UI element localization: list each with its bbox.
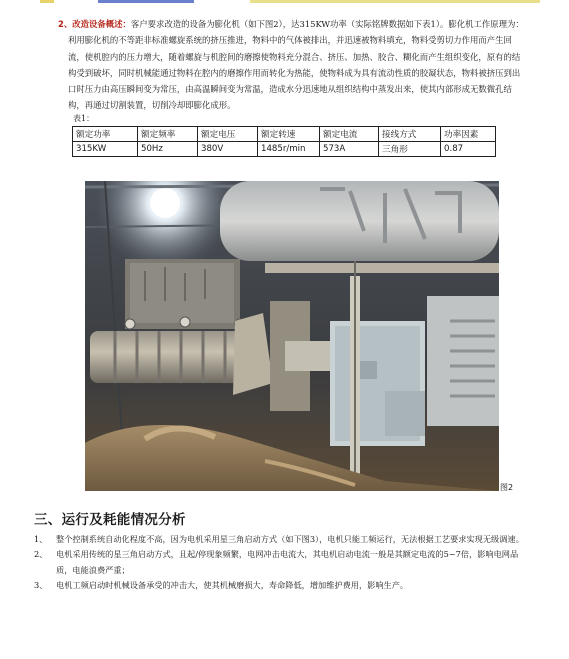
list-item bbox=[34, 547, 534, 578]
table-cell: 1485r/min bbox=[258, 142, 320, 157]
list-item-number: 3、 bbox=[34, 579, 48, 590]
table-header-cell: 额定频率 bbox=[138, 127, 198, 142]
section-3-title: 三、运行及耗能情况分析 bbox=[34, 512, 186, 528]
table-header-row bbox=[73, 127, 496, 142]
list-item bbox=[34, 578, 534, 593]
list-item-text: 电机采用传统的星三角启动方式，且起/停现象频繁，电网冲击电流大，其电机启动电流一般是其额定电流的5~7倍，影响电网品质，电能浪费严重； bbox=[56, 549, 519, 575]
extruder-machine-photo bbox=[85, 181, 499, 491]
table-row bbox=[73, 142, 496, 157]
table-header-cell: 额定功率 bbox=[73, 127, 138, 142]
table-cell: 380V bbox=[198, 142, 258, 157]
list-item-text: 整个控制系统自动化程度不高，因为电机采用星三角启动方式（如下图3），电机只能工频运行，无法根据工艺要求实现无级调速。 bbox=[56, 534, 524, 544]
list-item-number: 2、 bbox=[34, 549, 48, 560]
table-cell: 315KW bbox=[73, 142, 138, 157]
section-3-list bbox=[34, 532, 534, 593]
table-label: 表1： bbox=[73, 114, 95, 123]
table-cell: 50Hz bbox=[138, 142, 198, 157]
table-cell: 573A bbox=[320, 142, 379, 157]
list-item bbox=[34, 532, 534, 547]
section-2-paragraph bbox=[58, 16, 528, 114]
table-header-cell: 功率因素 bbox=[441, 127, 496, 142]
table-cell: 0.87 bbox=[441, 142, 496, 157]
table-header-cell: 接线方式 bbox=[379, 127, 441, 142]
table-header-cell: 额定转速 bbox=[258, 127, 320, 142]
top-cropped-strip bbox=[0, 0, 569, 3]
motor-spec-table bbox=[72, 126, 496, 157]
list-item-text: 电机工频启动时机械设备承受的冲击大，使其机械磨损大，寿命降低，增加维护费用，影响生产。 bbox=[56, 579, 409, 590]
table-cell: 三角形 bbox=[379, 142, 441, 157]
list-item-number: 1、 bbox=[34, 534, 48, 544]
section-2-heading: 2、改造设备概述： bbox=[58, 19, 131, 29]
section-2-text: 客户要求改造的设备为膨化机（如下图2），达315KW功率（实际铭牌数据如下表1）。膨化机工作原理为：利用膨化机的不等距非标准螺旋系统的挤压推进，物料中的气体被排出，并迅速被物料填充，物料受剪切力作用而产生回流，使机腔内的压力增大，随着螺旋与机腔间的磨擦使物料充分混合、挤压、加热、胶合、糊化而产生组织变化，原有的结构受到破坏，同时机械能通过物料在腔内的磨擦作用而转化为热能，使物料成为具有流动性质的胶凝状态，物料被挤压到出口时压力由高压瞬间变为常压，由高温瞬间变为常温，造成水分迅速地从组织结构中蒸发出来，使其内部形成无数微孔结构，再通过切割装置，切削冷却即膨化成形。 bbox=[68, 19, 524, 111]
table-header-cell: 额定电流 bbox=[320, 127, 379, 142]
table-header-cell: 额定电压 bbox=[198, 127, 258, 142]
figure-label: 图2 bbox=[500, 483, 514, 492]
